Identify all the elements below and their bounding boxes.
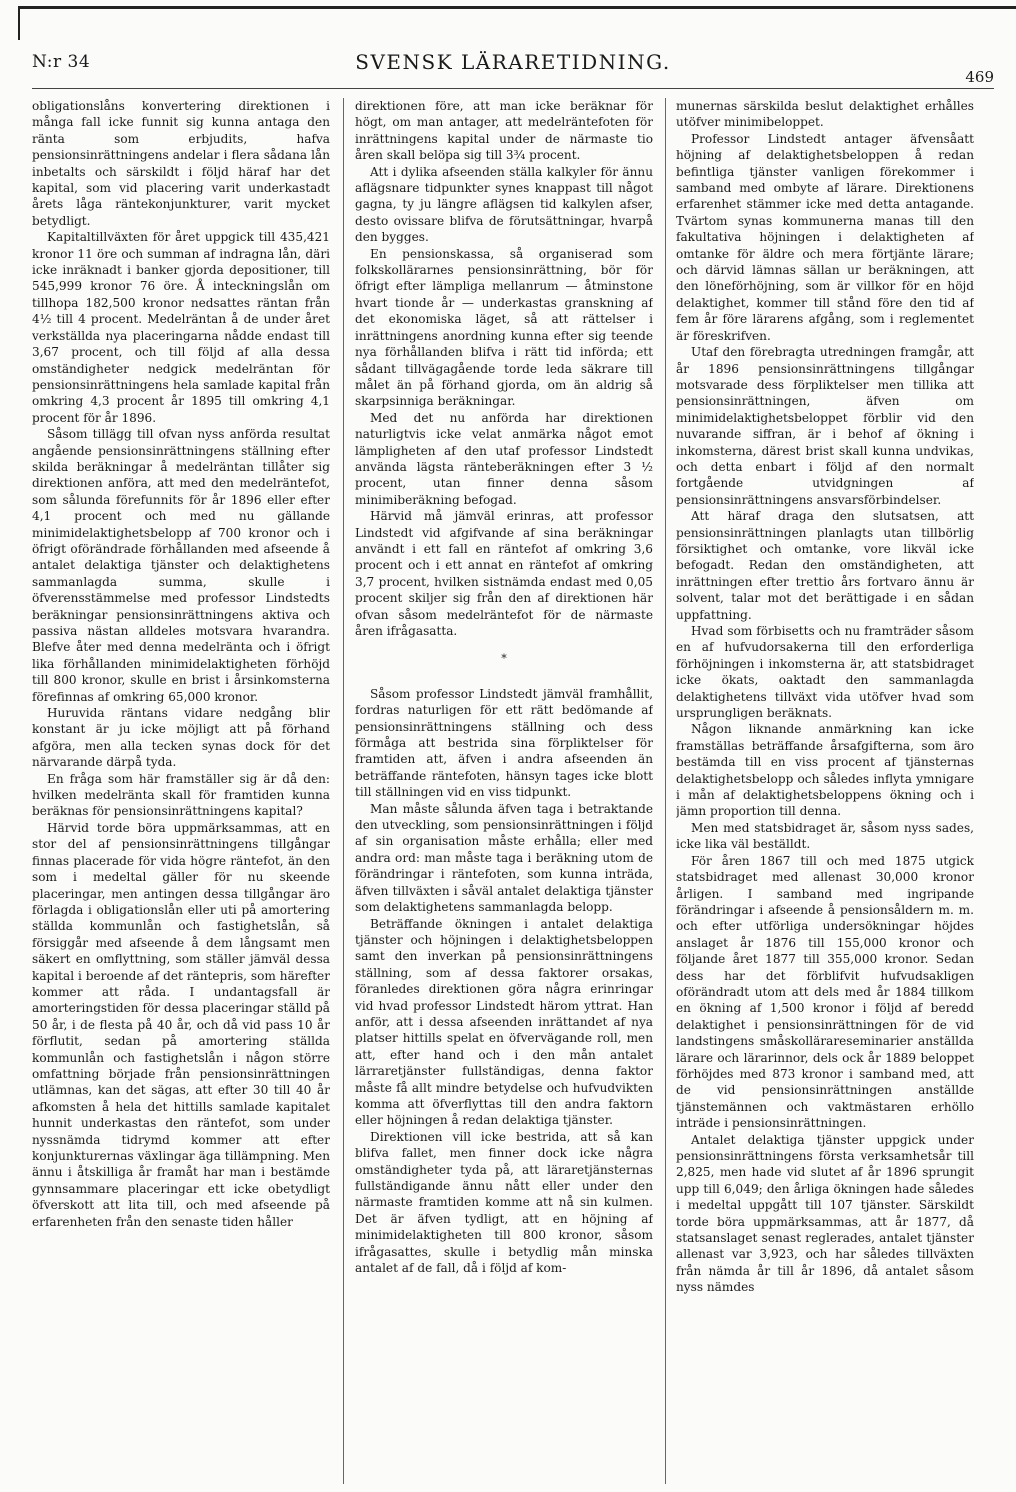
header-rule xyxy=(32,88,994,89)
left-frame-rule xyxy=(18,6,20,40)
page-number: 469 xyxy=(965,68,994,86)
paragraph: Såsom tillägg till ofvan nyss anförda resultat angående pensionsinrättningens ställning efter skilda beräkningar å medelräntan tillåter sig direktionen anföra, att med den medelräntefot, som sålunda förefunnits för år 1896 eller efter 4,1 procent och med nu gällande minimidelaktighetsbelopp af 700 kronor och i öfrigt oförändrade förhållanden med afseende å antalet delaktiga tjänster och delaktighetens sammanlagda summa, skulle i öfverensstämmelse med professor Lindstedts beräkningar pensionsinrättningens aktiva och passiva nästan alldeles motsvara hvarandra. Blefve åter med denna medelränta och i öfrigt lika förhållanden minimidelaktigheten förhöjd till 800 kronor, skulle en brist i årsinkomsterna förefinnas af omkring 65,000 kronor. xyxy=(32,427,330,704)
paragraph: Beträffande ökningen i antalet delaktiga tjänster och höjningen i delaktighetsbeloppen samt den inverkan på pensionsinrättningens ställning, som af dessa faktorer orsakas, föranledes direktionen göra några erinringar vid hvad professor Lindstedt härom yttrat. Han anför, att i dessa afseenden inrättandet af nya platser hittills spelat en öfvervägande roll, men att, efter hand och i den mån antalet lärraretjänster fullständigas, denna faktor måste få allt mindre betydelse och hufvudvikten komma att öfverflyttas till den andra faktorn eller höjningen å redan delaktiga tjänster. xyxy=(355,916,653,1128)
paragraph: Hvad som förbisetts och nu framträder såsom en af hufvudorsakerna till den erforderliga förhöjningen i inkomsterna är, att statsbidraget icke ökats, oaktadt den sammanlagda delaktighetens tillväxt vida utöfver hvad som ursprungligen beräknats. xyxy=(676,624,974,721)
section-separator: * xyxy=(501,652,507,666)
column-divider xyxy=(665,98,666,1484)
paragraph: En fråga som här framställer sig är då den: hvilken medelränta skall för framtiden kunna beräknas för pensionsinrättningens kapital? xyxy=(32,771,330,819)
paragraph: En pensionskassa, så organiserad som folkskollärarnes pensionsinrättning, bör för öfrigt efter lämpliga mellanrum — åtminstone hvart tionde år — underkastas granskning af det ekonomiska läget, så att rättelser i inrättningens anordning kunna efter sig teende nya förhållanden blifva i rätt tid införda; ett sådant tillvägagående torde leda säkrare till målet än på förhand gjorda, om än aldrig så skarpsinniga beräkningar. xyxy=(355,246,653,409)
page-header xyxy=(32,50,994,84)
paragraph: Någon liknande anmärkning kan icke framställas beträffande årsafgifterna, som äro bestämda till en viss procent af tjänsternas delaktighetsbelopp och således inflyta ymnigare i mån af delaktighetsbeloppens ökning och i jämn proportion till denna. xyxy=(676,722,974,819)
paragraph: Antalet delaktiga tjänster uppgick under pensionsinrättningens första verksamhetsår till 2,825, men hade vid slutet af år 1896 sprungit upp till 6,049; den årliga ökningen hade således i medeltal uppgått till 107 tjänster. Särskildt torde böra uppmärksammas, att år 1877, då statsanslaget senast reglerades, antalet tjänster allenast var 3,923, och har således tillväxten från nämda år till år 1896, då antalet såsom nyss nämdes xyxy=(676,1132,974,1295)
paragraph: Kapitaltillväxten för året uppgick till 435,421 kronor 11 öre och summan af indragna lån, däri icke inräknadt i banker gjorda depositioner, till 545,999 kronor 76 öre. Å inteckningslån om tillhopa 182,500 kronor nedsattes räntan från 4½ till 4 procent. Medelräntan å de under året verkställda nya placeringarna nådde endast till 3,67 procent, och till följd af alla dessa omständigheter nedgick medelräntan för pensionsinrättningens hela samlade kapital från omkring 4,3 procent år 1895 till omkring 4,1 procent för år 1896. xyxy=(32,230,330,425)
paragraph: Såsom professor Lindstedt jämväl framhållit, fordras naturligen för ett rätt bedömande af pensionsinrättningens ställning och dess förmåga att bestrida sina förpliktelser för framtiden att, äfven i andra afseenden än beträffande räntefoten, hänsyn tages icke blott till ställningen vid en viss tidpunkt. xyxy=(355,686,653,800)
paragraph: För åren 1867 till och med 1875 utgick statsbidraget med allenast 30,000 kronor årligen. I samband med ingripande förändringar i afseende å pensionsåldern m. m. och efter utförliga undersökningar höjdes anslaget år 1876 till 155,000 kronor och följande året 1877 till 355,000 kronor. Sedan dess har det förblifvit hufvudsakligen oförändradt utom att dels med år 1884 tillkom en ökning af 1,500 kronor i följd af beredd delaktighet i pensionsinrättningen för de vid landstingens småskollärareseminarier anställda lärare och lärarinnor, dels ock år 1889 beloppet förhöjdes med 873 kronor i samband med, att de vid pensionsinrättningen anställde tjänstemännen och vaktmästaren erhöllo inträde i pensionsinrättningen. xyxy=(676,853,974,1131)
paragraph: Härvid må jämväl erinras, att professor Lindstedt vid afgifvande af sina beräkningar användt i ett fall en räntefot af omkring 3,6 procent och i ett annat en räntefot af omkring 3,7 procent, hvilken sistnämda endast med 0,05 procent skiljer sig från den af direktionen här ofvan såsom medelräntefot för de närmaste åren ifrågasatta. xyxy=(355,509,653,638)
paragraph: Med det nu anförda har direktionen naturligtvis icke velat anmärka något emot lämpligheten af den utaf professor Lindstedt använda lägsta ränteberäkningen efter 3 ½ procent, utan finner denna såsom minimiberäkning befogad. xyxy=(355,410,653,507)
paragraph: Att häraf draga den slutsatsen, att pensionsinrättningen planlagts utan tillbörlig försiktighet och omtanke, vore likväl icke befogadt. Redan den omständigheten, att inrättningen efter trettio års fortvaro ännu är solvent, talar mot det berättigade i en sådan uppfattning. xyxy=(676,509,974,622)
paragraph: Direktionen vill icke bestrida, att så kan blifva fallet, men finner dock icke några omständigheter tyda på, att läraretjänsternas fullständigande ännu nått eller under den närmaste framtiden komme att nå sin kulmen. Det är äfven tydligt, att en höjning af minimidelaktigheten till 800 kronor, såsom ifrågasattes, skulle i betydlig mån minska antalet af de fall, då i följd af kom- xyxy=(355,1129,653,1276)
paragraph: Utaf den förebragta utredningen framgår, att år 1896 pensionsinrättningens tillgångar motsvarade dess förpliktelser men tillika att pensionsinrättningen, äfven om minimidelaktighetsbeloppet förblir vid den nuvarande siffran, är i behof af ökning i inkomsterna, därest brist skall kunna undvikas, och detta enbart i följd af den normalt fortgående utvidgningen af pensionsinrättningens ansvarsförbindelser. xyxy=(676,345,974,507)
text-column-2 xyxy=(355,98,653,1484)
paragraph: Men med statsbidraget är, såsom nyss sades, icke lika väl beställdt. xyxy=(676,820,974,852)
issue-number: N:r 34 xyxy=(32,52,91,72)
paragraph: direktionen före, att man icke beräknar för högt, om man antager, att medelräntefoten för inrättningens kapital under de närmaste tio åren skall belöpa sig till 3¾ procent. xyxy=(355,99,653,163)
top-border-rule xyxy=(18,6,1016,9)
paragraph: Att i dylika afseenden ställa kalkyler för ännu aflägsnare tidpunkter synes knappast till något gagna, ty ju längre aflägsen tid kalkylen afser, desto ovissare blifva de förutsättningar, hvarpå den bygges. xyxy=(355,164,653,245)
journal-title: SVENSK LÄRARETIDNING. xyxy=(355,50,671,74)
text-column-1 xyxy=(32,98,330,1484)
paragraph: munernas särskilda beslut delaktighet erhålles utöfver minimibeloppet. xyxy=(676,99,974,130)
text-column-3 xyxy=(676,98,974,1484)
paragraph: Man måste sålunda äfven taga i betraktande den utveckling, som pensionsinrättningen i följd af sin organisation måste erhålla; eller med andra ord: man måste taga i beräkning utom de förändringar i räntefoten, som kunna inträda, äfven tillväxten i såväl antalet delaktiga tjänster som delaktighetens sammanlagda belopp. xyxy=(355,801,653,915)
paragraph: Professor Lindstedt antager äfvensåatt höjning af delaktighetsbeloppen å redan befintliga tjänster vanligen förekommer i samband med ombyte af lärare. Direktionens erfarenhet stämmer icke med detta antagande. Tvärtom synas kommunerna manas till den fakultativa höjningen i delaktigheten af omtanke för äldre och mera förtjänte lärare; och därvid lämnas sällan ur beräkningen, att den löneförhöjning, som är villkor för en höjd delaktighet, kommer till stånd före den tid af fem år före lärarens afgång, som i reglementet är föreskrifven. xyxy=(676,131,974,343)
column-divider xyxy=(343,98,344,1484)
paragraph: Huruvida räntans vidare nedgång blir konstant är ju icke möjligt att på förhand afgöra, men alla tecken synas dock för det närvarande därpå tyda. xyxy=(32,706,330,770)
paragraph: obligationslåns konvertering direktionen i många fall icke funnit sig kunna antaga den ränta som erbjudits, hafva pensionsinrättningens andelar i flera sådana lån inbetalts och särskildt i följd häraf har det kapital, som vid placering varit underkastadt årets låga räntekonjunkturer, varit mycket betydligt. xyxy=(32,99,330,228)
paragraph: Härvid torde böra uppmärksammas, att en stor del af pensionsinrättningens tillgångar finnas placerade för vida högre räntefot, än den som i medeltal gäller för nu skeende placeringar, men antingen dessa tillgångar äro förlagda i obligationslån eller uti på amortering ställda kommunlån och fastighetslån, så försiggår med afseende å dem långsamt men säkert en omflyttning, som ställer jämväl dessa kapital i beroende af det räntepris, som härefter kommer att råda. I undantagsfall är amorteringstiden för dessa placeringar ställd på 50 år, i de flesta på 40 år, och då vid pass 10 år förflutit, sedan på amortering ställda kommunlån och fastighetslån i någon större omfattning började från pensionsinrättningen utlämnas, kan det sägas, att efter 30 till 40 år afkomsten å hela det hittills samlade kapitalet hunnit underkastas den räntefot, som under nyssnämda tidrymd kommer att efter konjunkturernas växlingar äga tillämpning. Men ännu i åtskilliga år framåt har man i bestämde gynnsammare placeringar ett icke obetydligt öfverskott att lita till, och med afseende på erfarenheten från den senaste tiden håller xyxy=(32,820,330,1229)
